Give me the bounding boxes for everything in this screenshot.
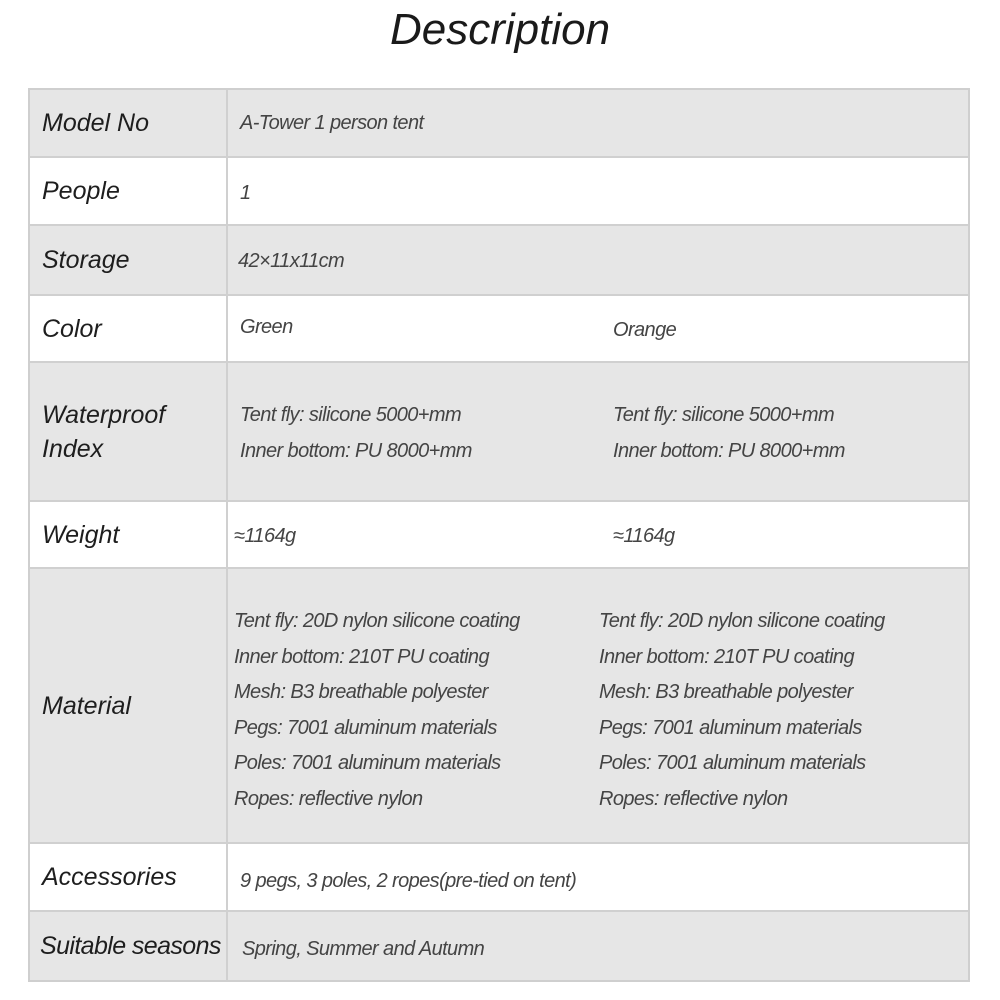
value-line: Mesh: B3 breathable polyester — [234, 681, 488, 703]
table-row-model-no — [30, 90, 968, 158]
row-label: Material — [30, 569, 228, 842]
row-label: Suitable seasons — [30, 912, 228, 980]
weight-orange-value: ≈1164g — [613, 525, 675, 547]
page-title: Description — [389, 5, 611, 54]
value-line: Pegs: 7001 aluminum materials — [234, 716, 497, 739]
value-line: Inner bottom: PU 8000+mm — [240, 439, 472, 462]
row-value: Spring, Summer and Autumn — [242, 938, 485, 960]
row-value: 9 pegs, 3 poles, 2 ropes(pre-tied on tent) — [240, 870, 577, 892]
table-row-accessories — [30, 844, 968, 912]
row-value-cell — [228, 912, 968, 980]
table-row-people — [30, 158, 968, 226]
row-label-line: Index — [42, 434, 104, 463]
row-value-cell — [228, 502, 968, 567]
value-line: Tent fly: silicone 5000+mm — [240, 404, 462, 426]
row-value-cell — [228, 158, 968, 224]
color-orange-value: Orange — [613, 319, 677, 341]
color-green-value: Green — [240, 316, 293, 338]
table-row-material — [30, 569, 968, 844]
value-line: Poles: 7001 aluminum materials — [599, 752, 866, 774]
row-value: A-Tower 1 person tent — [240, 112, 424, 134]
waterproof-orange-value — [613, 398, 845, 469]
table-row-color — [30, 296, 968, 363]
value-line: Inner bottom: 210T PU coating — [599, 645, 854, 668]
value-line: Tent fly: 20D nylon silicone coating — [234, 610, 520, 632]
value-line: Ropes: reflective nylon — [599, 787, 788, 810]
waterproof-green-value — [240, 398, 472, 469]
row-label: Storage — [30, 226, 228, 294]
value-line: Poles: 7001 aluminum materials — [234, 752, 501, 774]
table-row-weight — [30, 502, 968, 569]
row-value-cell — [228, 226, 968, 294]
table-row-waterproof-index — [30, 363, 968, 502]
value-line: Mesh: B3 breathable polyester — [599, 681, 853, 703]
row-value-cell — [228, 569, 968, 842]
table-row-storage — [30, 226, 968, 296]
material-green-value — [234, 604, 520, 817]
row-label: People — [30, 158, 228, 224]
value-line: Inner bottom: 210T PU coating — [234, 645, 489, 668]
row-label: Model No — [30, 90, 228, 156]
value-line: Tent fly: silicone 5000+mm — [613, 404, 835, 426]
row-label-line: Waterproof — [42, 400, 166, 429]
row-value-cell — [228, 844, 968, 910]
value-line: Pegs: 7001 aluminum materials — [599, 716, 862, 739]
table-row-suitable-seasons — [30, 912, 968, 980]
value-line: Ropes: reflective nylon — [234, 787, 423, 810]
row-value: 42×11x11cm — [238, 250, 345, 272]
material-orange-value — [599, 604, 885, 817]
weight-green-value: ≈1164g — [234, 525, 296, 547]
row-label: Weight — [30, 502, 228, 567]
row-label: Color — [30, 296, 228, 361]
row-value-cell — [228, 296, 968, 361]
row-label — [30, 363, 228, 500]
row-value-cell — [228, 363, 968, 500]
row-value: 1 — [240, 182, 251, 204]
value-line: Tent fly: 20D nylon silicone coating — [599, 610, 885, 632]
value-line: Inner bottom: PU 8000+mm — [613, 439, 845, 462]
row-label: Accessories — [30, 844, 228, 910]
row-value-cell — [228, 90, 968, 156]
spec-table — [28, 88, 970, 982]
